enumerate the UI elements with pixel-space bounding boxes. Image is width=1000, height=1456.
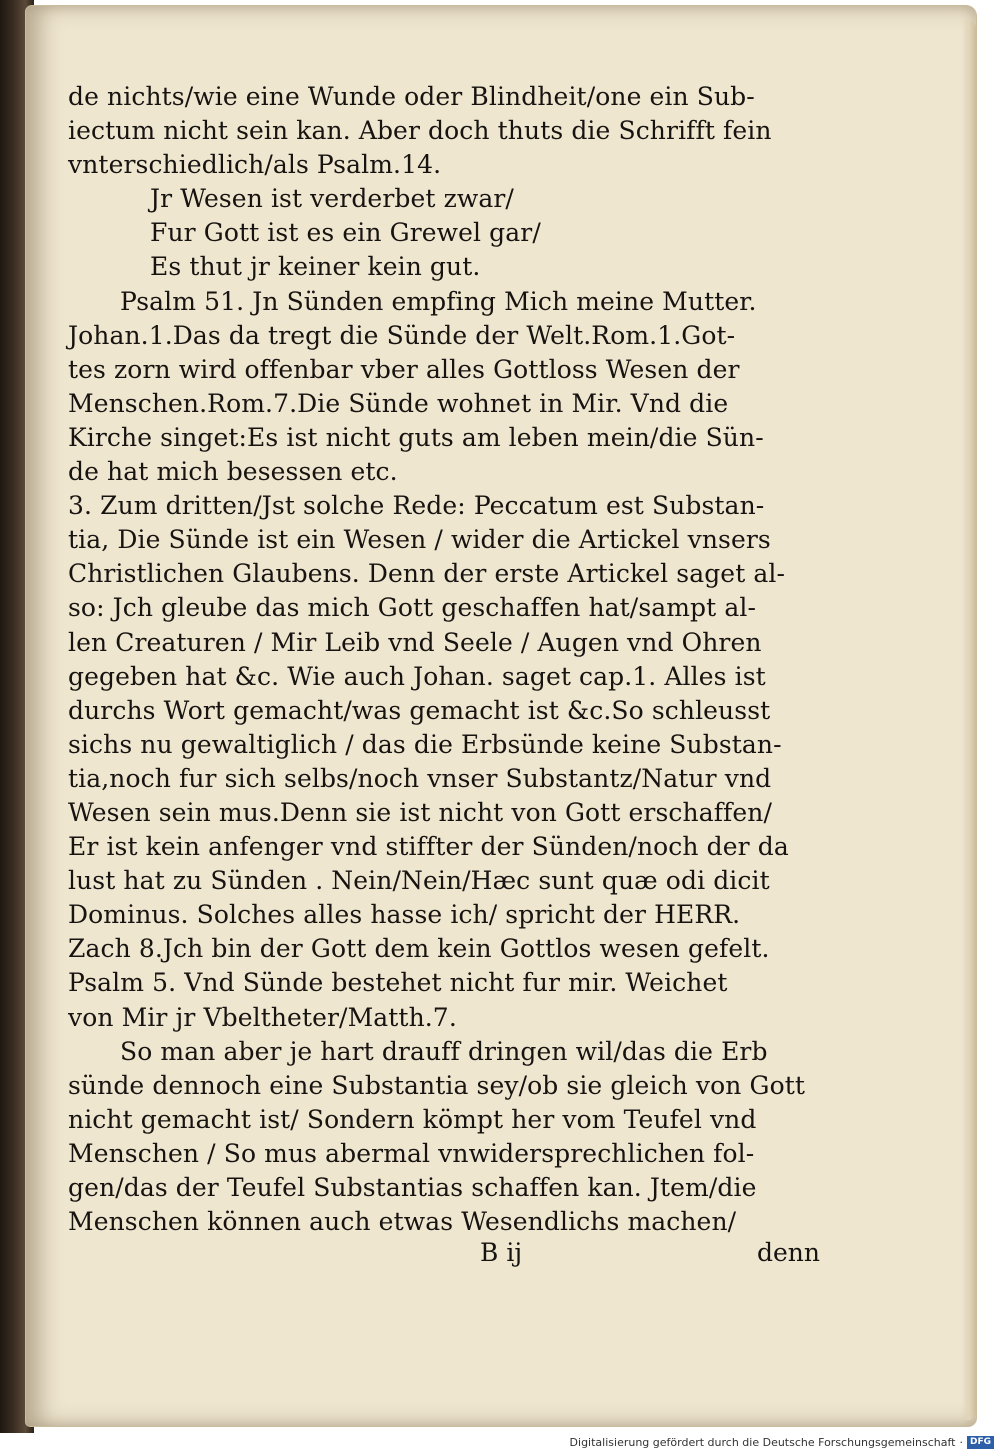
text-line: Kirche singet:Es ist nicht guts am leben mein/die Sün- — [68, 422, 764, 452]
text-line: Psalm 5. Vnd Sünde bestehet nicht fur mir. Weichet — [68, 968, 728, 998]
text-line: gegeben hat &c. Wie auch Johan. saget cap.1. Alles ist — [68, 661, 766, 691]
text-line: tia, Die Sünde ist ein Wesen / wider die Artickel vnsers — [68, 525, 771, 555]
text-line: len Creaturen / Mir Leib vnd Seele / Augen vnd Ohren — [68, 627, 762, 657]
text-line: vnterschiedlich/als Psalm.14. — [68, 150, 442, 180]
text-line: so: Jch gleube das mich Gott geschaffen hat/sampt al- — [68, 593, 757, 623]
text-line: iectum nicht sein kan. Aber doch thuts die Schrifft fein — [68, 116, 772, 146]
text-line: Christlichen Glaubens. Denn der erste Artickel saget al- — [68, 559, 786, 589]
signature-mark: B ij — [480, 1238, 523, 1267]
text-line: von Mir jr Vbeltheter/Matth.7. — [68, 1002, 457, 1032]
digitization-credit — [570, 1436, 994, 1449]
body-text — [68, 80, 852, 1239]
text-line: gen/das der Teufel Substantias schaffen kan. Jtem/die — [68, 1173, 757, 1202]
verse-line: Es thut jr keiner kein gut. — [150, 252, 481, 282]
text-line: Psalm 51. Jn Sünden empfing Mich meine Mutter. — [120, 286, 757, 316]
text-line: durchs Wort gemacht/was gemacht ist &c.So schleusst — [68, 695, 771, 725]
page-edge-shadow — [962, 20, 976, 1420]
text-line: Johan.1.Das da tregt die Sünde der Welt.Rom.1.Got- — [68, 320, 736, 350]
page-footer — [68, 1238, 820, 1272]
text-line: Zach 8.Jch bin der Gott dem kein Gottlos wesen gefelt. — [68, 934, 770, 964]
text-line: tes zorn wird offenbar vber alles Gottloss Wesen der — [68, 354, 740, 384]
text-line: de nichts/wie eine Wunde oder Blindheit/one ein Sub- — [68, 82, 755, 111]
credit-text: Digitalisierung gefördert durch die Deutsche Forschungsgemeinschaft — [569, 1436, 956, 1449]
text-line: tia,noch fur sich selbs/noch vnser Substantz/Natur vnd — [68, 763, 772, 793]
text-line: lust hat zu Sünden . Nein/Nein/Hæc sunt quæ odi dicit — [68, 866, 770, 896]
catchword: denn — [756, 1238, 820, 1267]
text-line: Menschen können auch etwas Wesendlichs machen/ — [68, 1207, 737, 1237]
text-line: Menschen.Rom.7.Die Sünde wohnet in Mir. Vnd die — [68, 388, 729, 418]
text-line: Er ist kein anfenger vnd stiffter der Sünden/noch der da — [68, 832, 789, 862]
text-line: Menschen / So mus abermal vnwidersprechlichen fol- — [68, 1138, 755, 1168]
text-line: de hat mich besessen etc. — [68, 457, 398, 487]
verse-line: Fur Gott ist es ein Grewel gar/ — [150, 218, 541, 248]
credit-separator: · — [959, 1436, 963, 1449]
text-line: Dominus. Solches alles hasse ich/ spricht der HERR. — [68, 900, 741, 930]
text-line: Wesen sein mus.Denn sie ist nicht von Gott erschaffen/ — [68, 797, 773, 827]
text-line: sünde dennoch eine Substantia sey/ob sie gleich von Gott — [68, 1070, 806, 1100]
paragraph-start-line: So man aber je hart drauff dringen wil/das die Erb — [120, 1036, 768, 1066]
verse-line: Jr Wesen ist verderbet zwar/ — [150, 184, 514, 214]
section-start-line: 3. Zum dritten/Jst solche Rede: Peccatum est Substan- — [68, 491, 765, 521]
text-line: sichs nu gewaltiglich / das die Erbsünde keine Substan- — [68, 729, 782, 759]
dfg-logo: DFG — [967, 1436, 994, 1449]
text-line: nicht gemacht ist/ Sondern kömpt her vom Teufel vnd — [68, 1104, 757, 1134]
